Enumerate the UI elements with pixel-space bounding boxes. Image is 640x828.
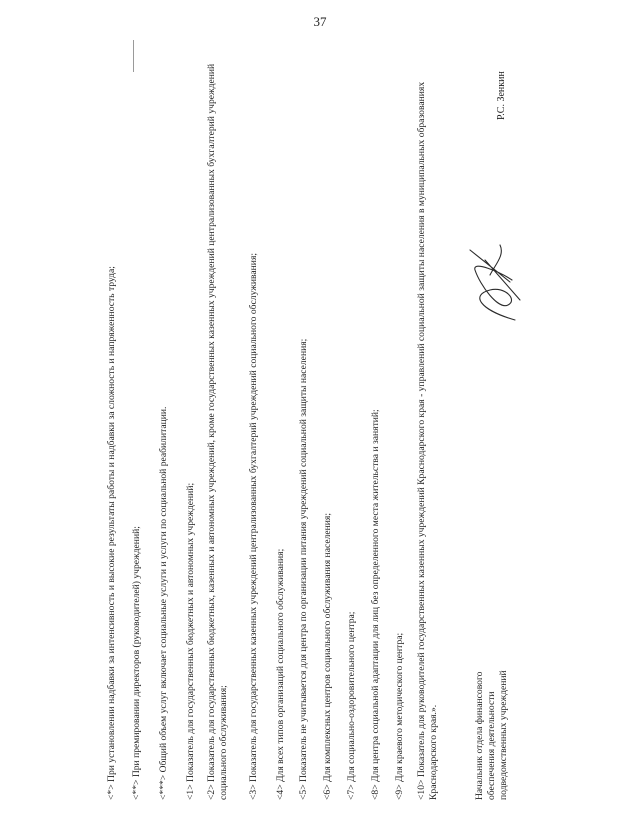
footnote-6: <6> Для комплексных центров социального обслуживания населения;	[322, 513, 333, 800]
footnote-7: <7> Для социально-оздоровительного центра;	[346, 611, 357, 800]
handwritten-signature	[460, 240, 530, 330]
footnote-star: <*> При установлении надбавки за интенсивность и высокие результаты работы и надбавки за сложность и напряженность труда;	[106, 266, 117, 800]
footnote-1: <1> Показатель для государственных бюджетных и автономных учреждений;	[185, 482, 196, 800]
signer-position-line-2: обеспечения деятельности	[486, 691, 497, 800]
signer-position-line-1: Начальник отдела финансового	[474, 671, 485, 800]
footnote-double-star: <**> При премировании директоров (руководителей) учреждений;	[131, 526, 142, 800]
footnote-10: <10> Показатель для руководителей государственных казенных учреждений Краснодарского края - управлений социальной защиты населения в муниципальных образованиях Краснодарского края.».	[416, 81, 439, 800]
footnote-4: <4> Для всех типов организаций социального обслуживания;	[275, 548, 286, 800]
footnote-8: <8> Для центра социальной адаптации для лиц без определенного места жительства и занятий;	[370, 409, 381, 800]
signer-name: Р.С. Зенкин	[496, 71, 507, 120]
signer-position-line-3: подведомственных учреждений	[498, 670, 509, 800]
footnote-9: <9> Для краевого методического центра;	[394, 632, 405, 800]
page-number: 37	[313, 14, 327, 29]
rotated-content	[100, 30, 540, 800]
footnote-5: <5> Показатель не учитывается для центра по организации питания учреждений социальной защиты населения;	[298, 338, 309, 800]
footnote-2: <2> Показатель для государственных бюджетных, казенных и автономных учреждений, кроме государственных казенных учреждений централизованных бухгалтерий учреждений социального обслуживания;	[206, 63, 229, 800]
footnote-3: <3> Показатель для государственных казенных учреждений централизованных бухгалтерий учреждений социального обслуживания;	[248, 252, 259, 800]
footnote-triple-star: <***> Общий объем услуг включает социальные услуги и услуги по социальной реабилитации.	[158, 406, 169, 800]
